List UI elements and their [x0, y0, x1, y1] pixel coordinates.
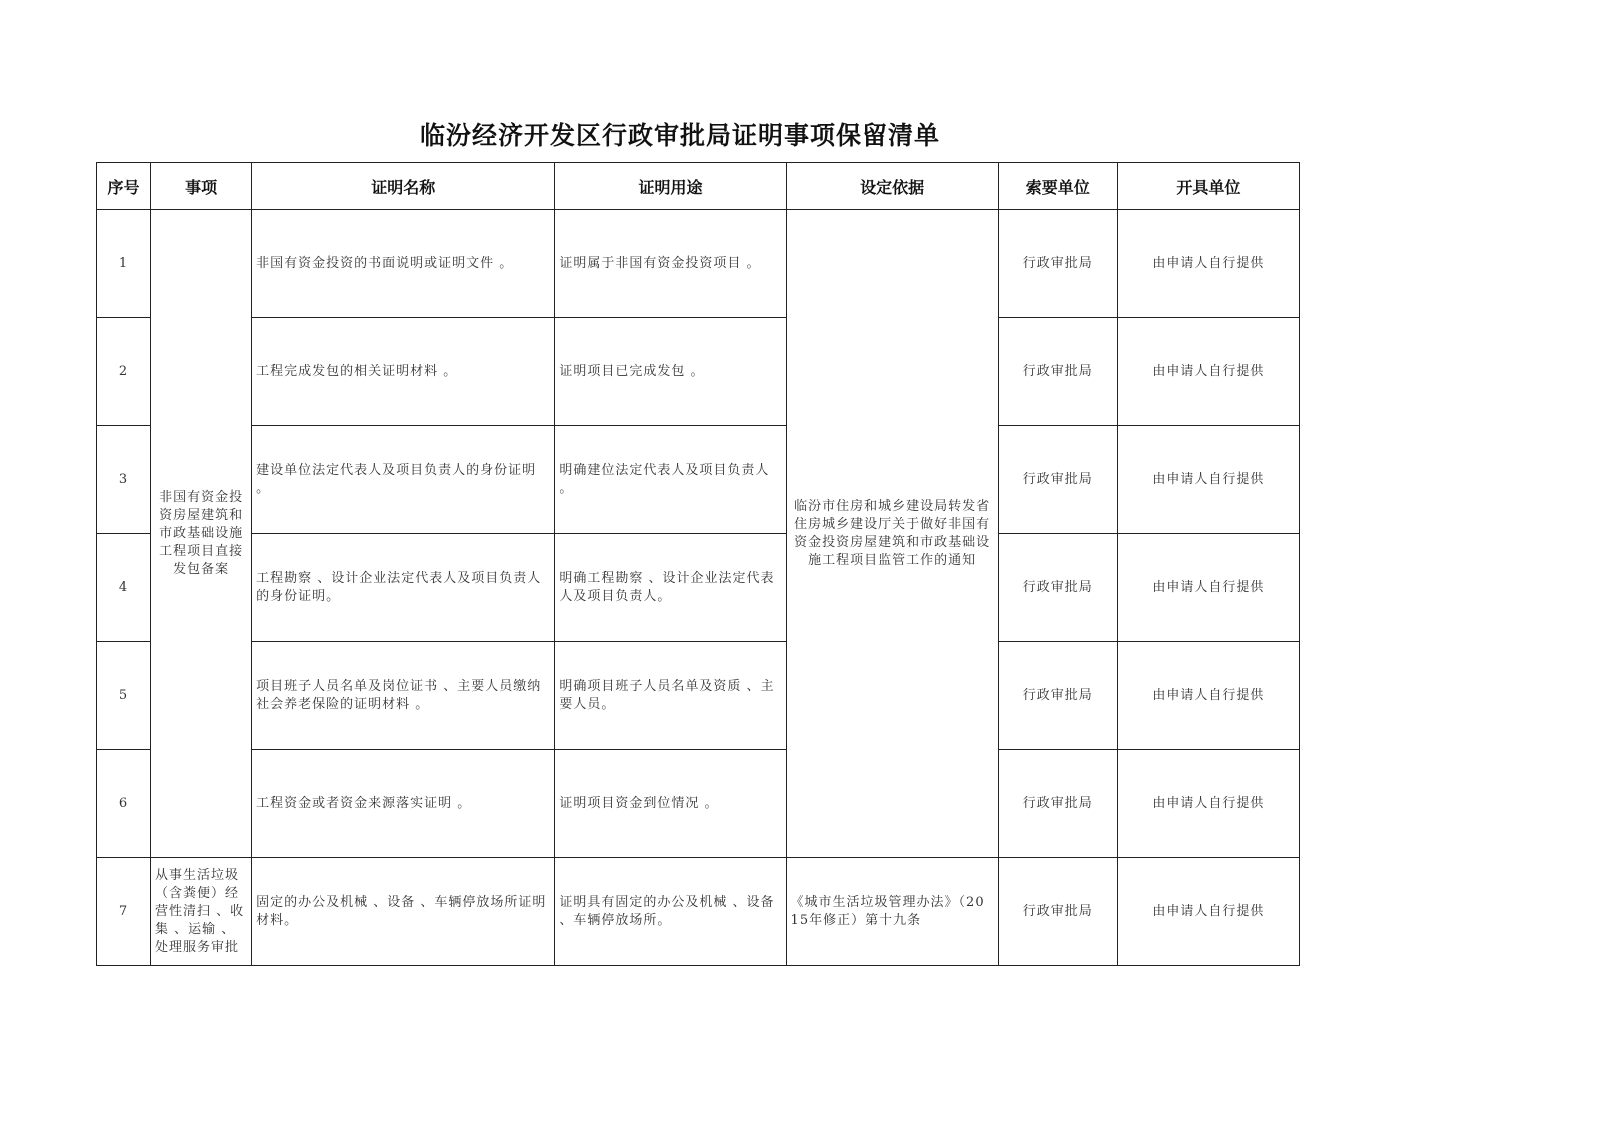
cell-item: 从事生活垃圾（含粪便）经营性清扫 、收集 、运输 、处理服务审批: [151, 858, 252, 966]
page-title: 临汾经济开发区行政审批局证明事项保留清单: [419, 121, 940, 150]
cell-cert-use: 证明项目已完成发包 。: [555, 318, 786, 426]
cell-issuing-unit: 由申请人自行提供: [1117, 210, 1299, 318]
cell-seq: 2: [97, 318, 151, 426]
cell-cert-name: 工程资金或者资金来源落实证明 。: [252, 750, 555, 858]
cell-requesting-unit: 行政审批局: [998, 642, 1117, 750]
cell-requesting-unit: 行政审批局: [998, 750, 1117, 858]
cell-requesting-unit: 行政审批局: [998, 858, 1117, 966]
cell-seq: 7: [97, 858, 151, 966]
header-seq: 序号: [97, 163, 151, 210]
header-item: 事项: [151, 163, 252, 210]
cell-issuing-unit: 由申请人自行提供: [1117, 750, 1299, 858]
header-cert-use: 证明用途: [555, 163, 786, 210]
header-basis: 设定依据: [786, 163, 998, 210]
cell-requesting-unit: 行政审批局: [998, 318, 1117, 426]
cell-seq: 3: [97, 426, 151, 534]
cell-requesting-unit: 行政审批局: [998, 210, 1117, 318]
cell-item-merged: 非国有资金投资房屋建筑和市政基础设施工程项目直接发包备案: [151, 210, 252, 858]
cell-seq: 1: [97, 210, 151, 318]
cell-requesting-unit: 行政审批局: [998, 534, 1117, 642]
table-row: [97, 750, 1300, 858]
header-issuing-unit: 开具单位: [1117, 163, 1299, 210]
cell-seq: 5: [97, 642, 151, 750]
table-row: [97, 426, 1300, 534]
cell-seq: 4: [97, 534, 151, 642]
cell-cert-use: 明确建位法定代表人及项目负责人 。: [555, 426, 786, 534]
cell-cert-name: 工程完成发包的相关证明材料 。: [252, 318, 555, 426]
certificate-retention-table: [96, 162, 1300, 966]
cell-issuing-unit: 由申请人自行提供: [1117, 426, 1299, 534]
cell-cert-use: 明确项目班子人员名单及资质 、主要人员。: [555, 642, 786, 750]
cell-issuing-unit: 由申请人自行提供: [1117, 858, 1299, 966]
cell-cert-name: 项目班子人员名单及岗位证书 、主要人员缴纳社会养老保险的证明材料 。: [252, 642, 555, 750]
table-row: [97, 210, 1300, 318]
cell-cert-use: 证明具有固定的办公及机械 、设备 、车辆停放场所。: [555, 858, 786, 966]
cell-cert-name: 工程勘察 、设计企业法定代表人及项目负责人的身份证明。: [252, 534, 555, 642]
cell-cert-use: 证明项目资金到位情况 。: [555, 750, 786, 858]
cell-cert-name: 建设单位法定代表人及项目负责人的身份证明 。: [252, 426, 555, 534]
table-row: [97, 534, 1300, 642]
cell-cert-name: 固定的办公及机械 、设备 、车辆停放场所证明材料。: [252, 858, 555, 966]
table-row: [97, 858, 1300, 966]
cell-seq: 6: [97, 750, 151, 858]
cell-issuing-unit: 由申请人自行提供: [1117, 318, 1299, 426]
header-cert-name: 证明名称: [252, 163, 555, 210]
cell-basis: 《城市生活垃圾管理办法》（2015年修正）第十九条: [786, 858, 998, 966]
table-row: [97, 642, 1300, 750]
cell-cert-use: 明确工程勘察 、设计企业法定代表人及项目负责人。: [555, 534, 786, 642]
table-header-row: [97, 163, 1300, 210]
cell-cert-name: 非国有资金投资的书面说明或证明文件 。: [252, 210, 555, 318]
header-requesting-unit: 索要单位: [998, 163, 1117, 210]
cell-basis-merged: 临汾市住房和城乡建设局转发省住房城乡建设厅关于做好非国有资金投资房屋建筑和市政基础设施工程项目监管工作的通知: [786, 210, 998, 858]
table-row: [97, 318, 1300, 426]
cell-issuing-unit: 由申请人自行提供: [1117, 642, 1299, 750]
cell-cert-use: 证明属于非国有资金投资项目 。: [555, 210, 786, 318]
cell-issuing-unit: 由申请人自行提供: [1117, 534, 1299, 642]
cell-requesting-unit: 行政审批局: [998, 426, 1117, 534]
